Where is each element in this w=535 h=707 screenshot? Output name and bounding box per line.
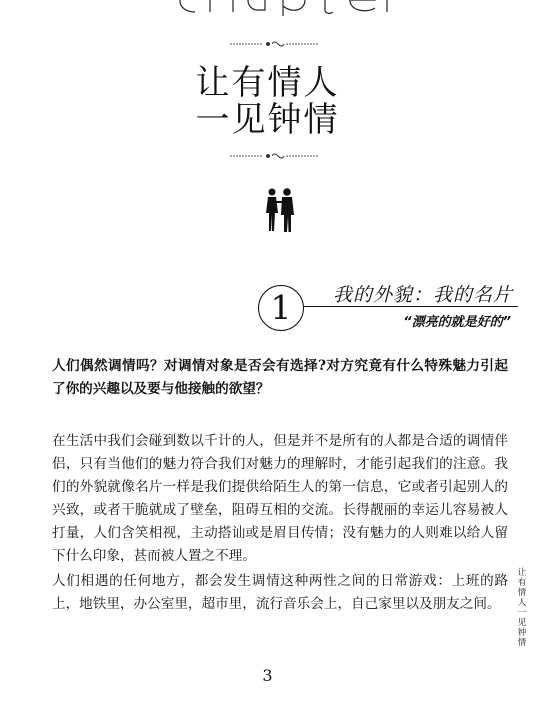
- chapter-title-line-2: 一见钟情: [195, 100, 340, 140]
- side-chapter-tab: 让有情人一见钟情: [517, 568, 527, 648]
- body-paragraph: 人们相遇的任何地方，都会发生调情这种两性之间的日常游戏：上班的路上，地铁里，办公室里，超市里，流行音乐会上，自己家里以及朋友之间。: [52, 573, 508, 612]
- body-paragraph: 在生活中我们会碰到数以千计的人，但是并不是所有的人都是合适的调情伴侣，只有当他们的魅力符合我们对魅力的理解时，才能引起我们的注意。我们的外貌就像名片一样是我们提供给陌生人的第一信息，它或者引起别人的兴致，或者干脆就成了壁垒，阻碍互相的交流。长得靓丽的幸运儿容易被人打量，人们含笑相视，主动搭讪或是眉目传情；没有魅力的人则难以给人留下什么印象，甚而被人置之不理。: [52, 433, 508, 564]
- chapter-title-line-1: 让有情人: [195, 63, 340, 103]
- top-ornament: [228, 40, 320, 48]
- bottom-ornament: [228, 152, 320, 160]
- section-title: 我的外貌：我的名片: [332, 284, 513, 306]
- chapter-word-outline: [165, 0, 395, 17]
- lead-paragraph: 人们偶然调情吗？对调情对象是否会有选择?对方究竟有什么特殊魅力引起了你的兴趣以及要与他接触的欲望？: [52, 358, 508, 397]
- section-number-circle: 1: [258, 285, 304, 331]
- chapter-heading-graphic: [165, 0, 395, 17]
- page-number: 3: [262, 666, 273, 685]
- section-subtitle: “漂亮的就是好的”: [403, 315, 511, 330]
- couple-figure-icon: [263, 187, 297, 233]
